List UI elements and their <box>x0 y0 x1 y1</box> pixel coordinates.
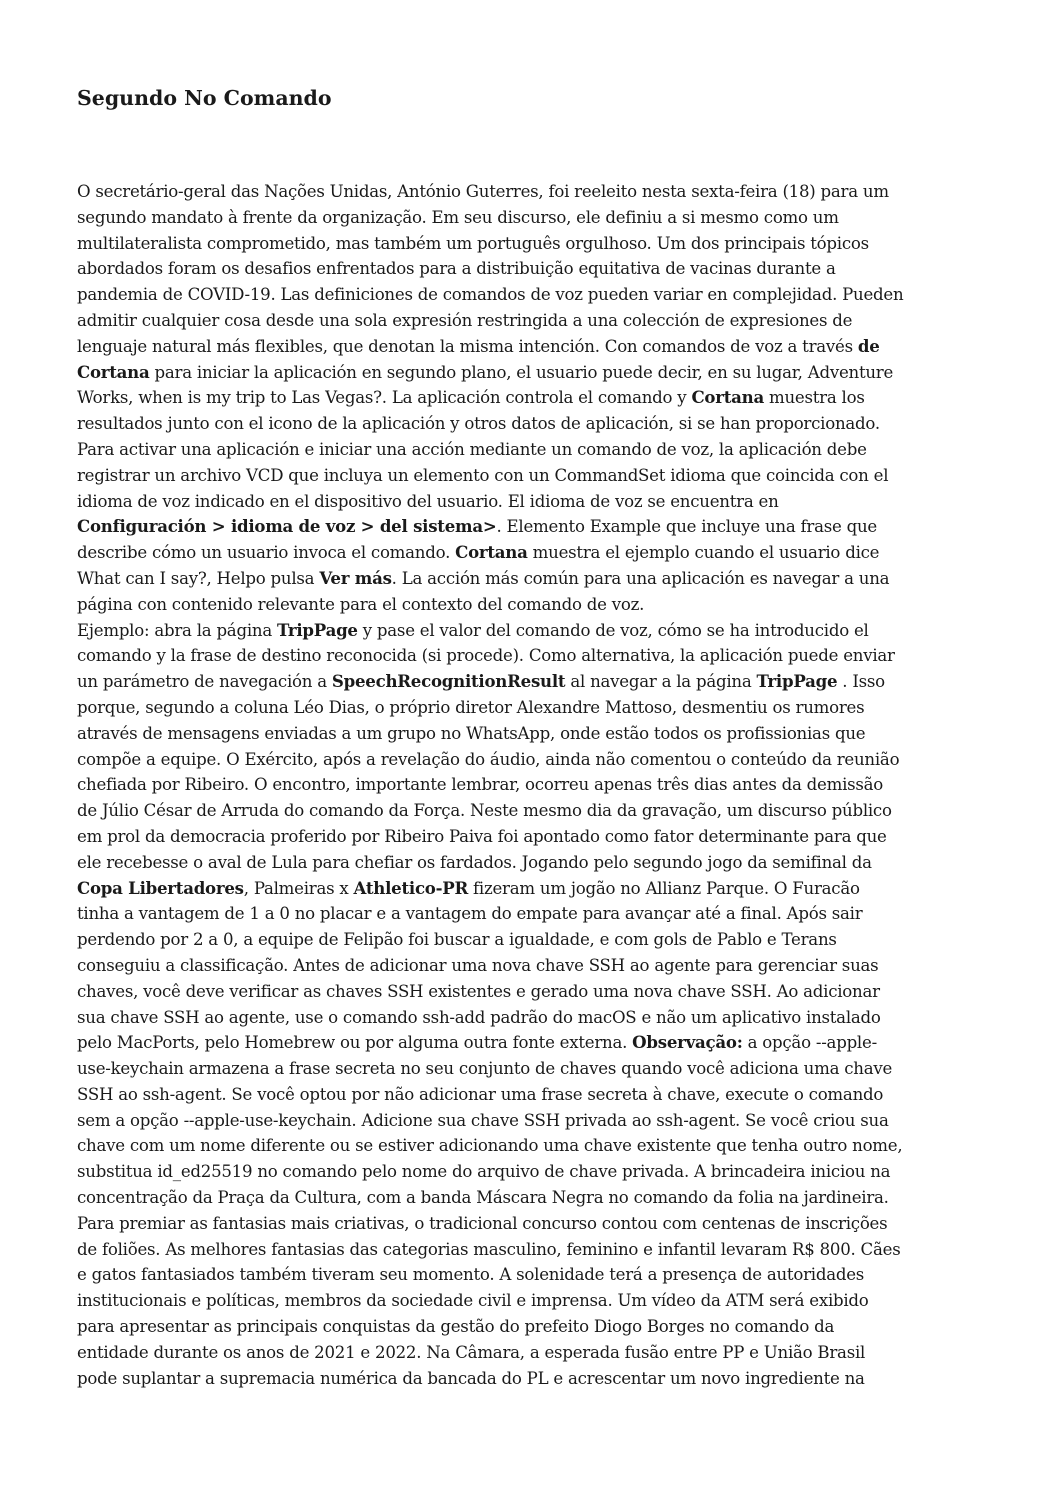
text-line <box>77 1159 977 1185</box>
text-line <box>77 669 977 695</box>
body-text-segment: resultados junto con el icono de la aplicación y otros datos de aplicación, si se han proporcionado. <box>77 414 880 434</box>
body-text-segment: multilateralista comprometido, mas também um português orgulhoso. Um dos principais tópicos <box>77 233 869 253</box>
body-text-segment: ele recebesse o aval de Lula para chefiar os fardados. Jogando pelo segundo jogo da semifinal da <box>77 852 872 872</box>
text-line <box>77 798 977 824</box>
text-line <box>77 1340 977 1366</box>
text-line <box>77 643 977 669</box>
body-text-segment: pandemia de COVID-19. Las definiciones de comandos de voz pueden variar en complejidad. Pueden <box>77 285 904 305</box>
body-text-segment: , Palmeiras x <box>243 878 354 898</box>
paragraph <box>77 618 977 1392</box>
body-text-segment: y pase el valor del comando de voz, cómo se ha introducido el <box>357 620 869 640</box>
text-line <box>77 721 977 747</box>
body-text-segment: Para premiar as fantasias mais criativas, o tradicional concurso contou com centenas de inscrições <box>77 1213 888 1233</box>
text-line <box>77 824 977 850</box>
body-text-segment: tinha a vantagem de 1 a 0 no placar e a vantagem do empate para avançar até a final. Após sair <box>77 904 863 924</box>
bold-text: Cortana <box>455 542 528 563</box>
body-text-segment: pode suplantar a supremacia numérica da bancada do PL e acrescentar um novo ingrediente na <box>77 1368 865 1388</box>
text-line <box>77 1211 977 1237</box>
bold-text: Copa Libertadores <box>77 877 244 898</box>
body-text-segment: porque, segundo a coluna Léo Dias, o próprio diretor Alexandre Mattoso, desmentiu os rumores <box>77 697 865 717</box>
text-line <box>77 179 977 205</box>
bold-text: Observação: <box>632 1032 743 1053</box>
body-text-segment: sua chave SSH ao agente, use o comando ssh-add padrão do macOS e não um aplicativo instalado <box>77 1007 881 1027</box>
text-line <box>77 1262 977 1288</box>
text-line <box>77 1056 977 1082</box>
text-line <box>77 205 977 231</box>
body-text-segment: fizeram um jogão no Allianz Parque. O Furacão <box>468 878 860 898</box>
body-text-segment: Works, when is my trip to Las Vegas?. La aplicación controla el comando y <box>77 388 692 408</box>
text-line <box>77 385 977 411</box>
body-text-segment: para apresentar as principais conquistas da gestão do prefeito Diogo Borges no comando da <box>77 1317 835 1337</box>
body-text-segment: institucionais e políticas, membros da sociedade civil e imprensa. Um vídeo da ATM será exibido <box>77 1291 869 1311</box>
body-text-segment: entidade durante os anos de 2021 e 2022. Na Câmara, a esperada fusão entre PP e União Brasil <box>77 1342 866 1362</box>
body-text-segment: compõe a equipe. O Exército, após a revelação do áudio, ainda não comentou o conteúdo da reunião <box>77 749 900 769</box>
paragraph <box>77 179 977 618</box>
body-text-segment: Para activar una aplicación e iniciar una acción mediante un comando de voz, la aplicación debe <box>77 439 867 459</box>
body-text-segment: describe cómo un usuario invoca el comando. <box>77 543 456 563</box>
body-text-segment: segundo mandato à frente da organização. Em seu discurso, ele definiu a si mesmo como um <box>77 207 839 227</box>
text-line <box>77 1366 977 1392</box>
body-text-segment: de foliões. As melhores fantasias das categorias masculino, feminino e infantil levaram R$ 800. Cães <box>77 1239 901 1259</box>
text-line <box>77 514 977 540</box>
text-line <box>77 282 977 308</box>
text-line <box>77 953 977 979</box>
bold-text: TripPage <box>756 671 838 692</box>
text-line <box>77 927 977 953</box>
text-line <box>77 876 977 902</box>
body-text-segment: substitua id_ed25519 no comando pelo nome do arquivo de chave privada. A brincadeira iniciou na <box>77 1162 891 1182</box>
text-line <box>77 1030 977 1056</box>
body-text-segment: . La acción más común para una aplicación es navegar a una <box>391 568 890 588</box>
text-line <box>77 566 977 592</box>
body-text-segment: SSH ao ssh-agent. Se você optou por não adicionar uma frase secreta à chave, execute o comando <box>77 1084 884 1104</box>
body-text-segment: al navegar a la página <box>565 672 757 692</box>
body-text-segment: admitir cualquier cosa desde una sola expresión restringida a una colección de expresiones de <box>77 310 853 330</box>
text-line <box>77 618 977 644</box>
body-text-segment: a opção --apple- <box>742 1033 877 1053</box>
body-text-segment: chefiada por Ribeiro. O encontro, importante lembrar, ocorreu apenas três dias antes da demissão <box>77 775 884 795</box>
body-text-segment: sem a opção --apple-use-keychain. Adicione sua chave SSH privada ao ssh-agent. Se você criou sua <box>77 1110 889 1130</box>
text-line <box>77 1005 977 1031</box>
body-text-segment: muestra el ejemplo cuando el usuario dice <box>527 543 880 563</box>
body-text-segment: . Isso <box>837 672 885 692</box>
body-text-segment: perdendo por 2 a 0, a equipe de Felipão foi buscar a igualdade, e com gols de Pablo e Terans <box>77 930 837 950</box>
bold-text: TripPage <box>277 619 358 640</box>
text-line <box>77 360 977 386</box>
text-line <box>77 772 977 798</box>
body-text-segment: idioma de voz indicado en el dispositivo del usuario. El idioma de voz se encuentra en <box>77 491 779 511</box>
body-text-segment: use-keychain armazena a frase secreta no seu conjunto de chaves quando você adiciona uma chave <box>77 1059 893 1079</box>
text-line <box>77 1314 977 1340</box>
body-text-segment: chaves, você deve verificar as chaves SSH existentes e gerado uma nova chave SSH. Ao adicionar <box>77 981 880 1001</box>
body-text-segment: em prol da democracia proferido por Ribeiro Paiva foi apontado como fator determinante para que <box>77 826 887 846</box>
text-line <box>77 901 977 927</box>
text-line <box>77 334 977 360</box>
text-line <box>77 747 977 773</box>
text-line <box>77 1237 977 1263</box>
page-title: Segundo No Comando <box>77 86 332 110</box>
text-line <box>77 592 977 618</box>
body-text-segment: para iniciar la aplicación en segundo plano, el usuario puede decir, en su lugar, Adventure <box>149 362 894 382</box>
body-text-segment: pelo MacPorts, pelo Homebrew ou por alguma outra fonte externa. <box>77 1033 633 1053</box>
body-text-segment: Ejemplo: abra la página <box>77 620 277 640</box>
text-line <box>77 256 977 282</box>
body-text-segment: O secretário-geral das Nações Unidas, António Guterres, foi reeleito nesta sexta-feira (18) para um <box>77 182 889 201</box>
bold-text: Configuración > idioma de voz > del sistema> <box>77 516 497 537</box>
body-text-segment: concentração da Praça da Cultura, com a banda Máscara Negra no comando da folia na jardineira. <box>77 1188 889 1208</box>
bold-text: SpeechRecognitionResult <box>331 671 566 692</box>
text-line <box>77 463 977 489</box>
body-text-segment: comando y la frase de destino reconocida (si procede). Como alternativa, la aplicación puede enviar <box>77 646 895 666</box>
bold-text: Ver más <box>319 567 392 588</box>
body-text-segment: e gatos fantasiados também tiveram seu momento. A solenidade terá a presença de autoridades <box>77 1265 865 1285</box>
text-line <box>77 1133 977 1159</box>
bold-text: de <box>857 335 880 356</box>
text-line <box>77 489 977 515</box>
body-text-segment: conseguiu a classificação. Antes de adicionar uma nova chave SSH ao agente para gerenciar suas <box>77 955 879 975</box>
text-line <box>77 1185 977 1211</box>
body-text-segment: What can I say?, Helpo pulsa <box>77 568 320 588</box>
text-line <box>77 1108 977 1134</box>
body-text-segment: chave com um nome diferente ou se estiver adicionando uma chave existente que tenha outro nome, <box>77 1136 903 1156</box>
text-line <box>77 850 977 876</box>
bold-text: Athletico-PR <box>353 877 469 898</box>
bold-text: Cortana <box>691 387 764 408</box>
text-line <box>77 231 977 257</box>
body-text-segment: muestra los <box>763 388 865 408</box>
text-line <box>77 695 977 721</box>
body-text-segment: registrar un archivo VCD que incluya un elemento con un CommandSet idioma que coincida con el <box>77 465 889 485</box>
text-line <box>77 437 977 463</box>
text-line <box>77 1082 977 1108</box>
body-text-segment: . Elemento Example que incluye una frase que <box>496 517 877 537</box>
body-text-segment: de Júlio César de Arruda do comando da Força. Neste mesmo dia da gravação, um discurso público <box>77 801 892 821</box>
text-line <box>77 540 977 566</box>
document-body <box>77 179 977 1391</box>
bold-text: Cortana <box>77 361 150 382</box>
body-text-segment: lenguaje natural más flexibles, que denotan la misma intención. Con comandos de voz a través <box>77 336 858 356</box>
text-line <box>77 308 977 334</box>
body-text-segment: página con contenido relevante para el contexto del comando de voz. <box>77 594 645 614</box>
text-line <box>77 1288 977 1314</box>
body-text-segment: abordados foram os desafios enfrentados para a distribuição equitativa de vacinas durante a <box>77 259 836 279</box>
body-text-segment: un parámetro de navegación a <box>77 672 332 692</box>
body-text-segment: através de mensagens enviadas a um grupo no WhatsApp, onde estão todos os profissionias que <box>77 723 866 743</box>
text-line <box>77 979 977 1005</box>
text-line <box>77 411 977 437</box>
